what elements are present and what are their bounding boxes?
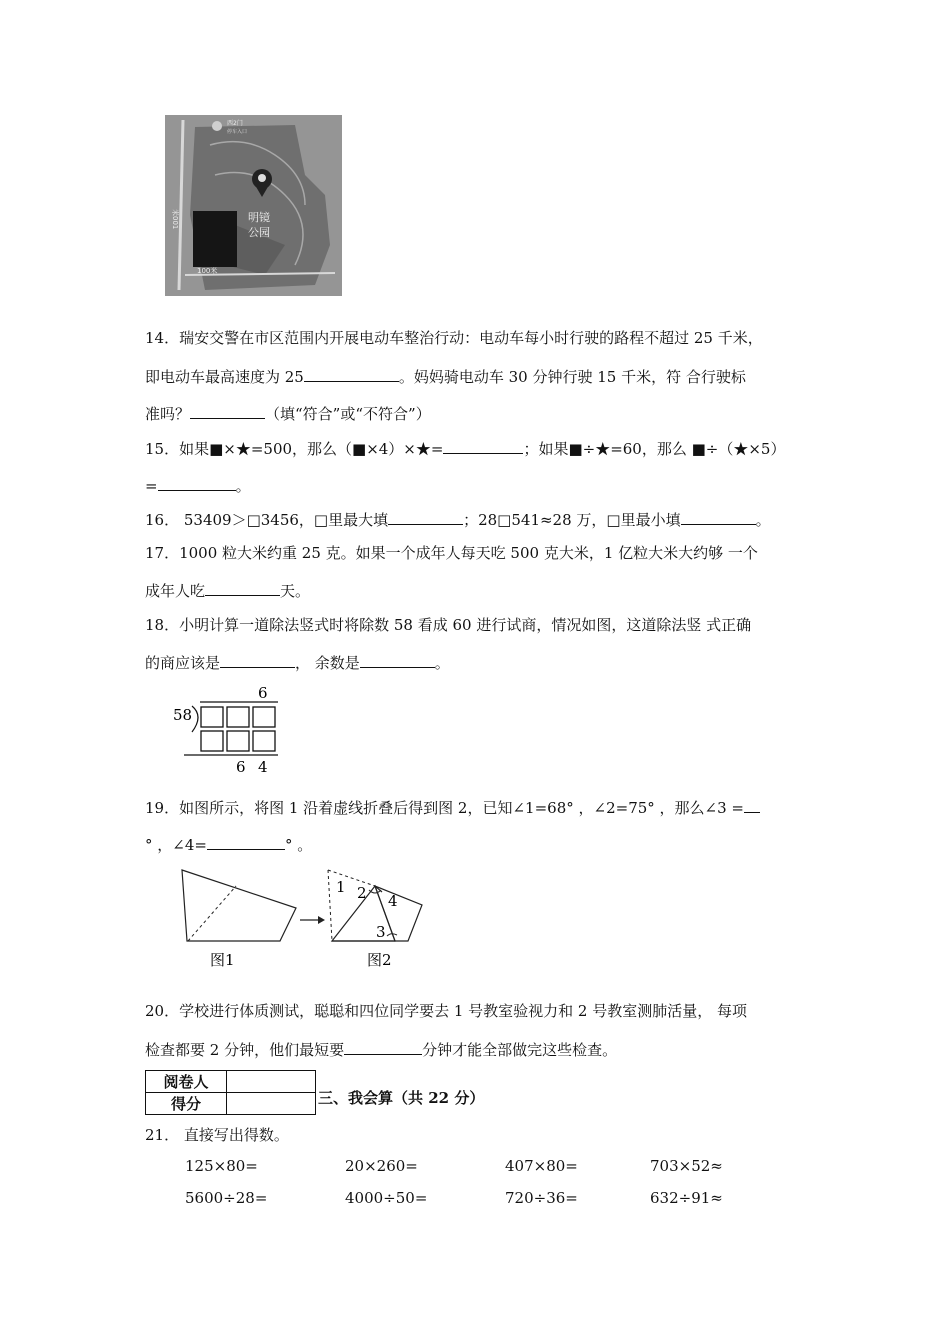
calc-item: 4000÷50=	[345, 1189, 428, 1207]
q17-blank[interactable]	[205, 580, 280, 596]
map-side-scale-label: 米001	[171, 209, 179, 230]
map-gate-sub-label: 停车入口	[227, 129, 248, 135]
q15-line2	[145, 475, 251, 496]
figure1-quadrilateral	[182, 870, 296, 941]
q16-line	[145, 509, 771, 530]
division-divisor: 58	[173, 706, 193, 724]
division-quotient: 6	[258, 684, 268, 702]
q14-answer-blank[interactable]	[190, 403, 265, 419]
digit-box	[253, 731, 275, 751]
reviewer-label: 阅卷人	[146, 1071, 227, 1093]
q19-text-c: ° 。	[284, 836, 313, 854]
long-division-figure	[170, 684, 290, 776]
q18-text-b: ， 余数是	[295, 654, 360, 672]
q18-line2	[145, 652, 450, 673]
angle-2-label: 2	[357, 884, 367, 902]
q19-line1	[145, 797, 760, 818]
folding-figure	[170, 862, 450, 972]
q16-text-a: 16． 53409＞□3456，□里最大填	[145, 511, 389, 529]
q21-title: 21． 直接写出得数。	[145, 1126, 289, 1144]
map-park-label: 明镜	[248, 211, 270, 224]
q17-line1: 17．1000 粒大米约重 25 克。如果一个成年人每天吃 500 克大米，1 亿粒大米大约够 一个	[145, 544, 758, 562]
q19-angle4-blank[interactable]	[207, 834, 285, 850]
calc-item: 5600÷28=	[185, 1189, 268, 1207]
black-square	[193, 211, 237, 267]
reviewer-field[interactable]	[227, 1071, 316, 1093]
q17-text-b: 天。	[280, 582, 311, 600]
q15-text-b: ；如果■÷★=60，那么 ■÷（★×5）	[523, 440, 786, 458]
q16-text-c: 。	[755, 511, 771, 529]
angle-1-label: 1	[336, 878, 346, 896]
figure1-fold-line	[188, 886, 236, 941]
calc-item: 20×260=	[345, 1157, 418, 1175]
figure2-label: 图2	[367, 951, 392, 969]
q14-text-d: （填“符合”或“不符合”）	[265, 405, 431, 423]
section-3-title: 三、我会算（共 22 分）	[318, 1089, 485, 1107]
q20-line1: 20．学校进行体质测试，聪聪和四位同学要去 1 号教室验视力和 2 号教室测肺活量， 每项	[145, 1002, 748, 1020]
q18-text-a: 的商应该是	[145, 654, 221, 672]
q18-remainder-blank[interactable]	[360, 652, 435, 668]
q20-text-b: 分钟才能全部做完这些检查。	[422, 1041, 618, 1059]
q20-blank[interactable]	[344, 1039, 422, 1055]
q17-text-a: 成年人吃	[145, 582, 206, 600]
q15-text-a: 15．如果■×★=500，那么（■×4）×★=	[145, 440, 444, 458]
q20-text-a: 检查都要 2 分钟，他们最短要	[145, 1041, 345, 1059]
q16-blank-2[interactable]	[681, 509, 756, 525]
q19-line2	[145, 834, 312, 855]
park-map-image	[165, 115, 342, 296]
q20-line2	[145, 1039, 617, 1060]
calc-item: 632÷91≈	[650, 1189, 723, 1207]
map-park-label-2: 公园	[248, 226, 270, 239]
digit-box	[201, 731, 223, 751]
q15-blank-2[interactable]	[158, 475, 236, 491]
q18-line1: 18．小明计算一道除法竖式时将除数 58 看成 60 进行试商，情况如图，这道除法竖 式正确	[145, 616, 752, 634]
q18-quotient-blank[interactable]	[220, 652, 295, 668]
calc-item: 125×80=	[185, 1157, 258, 1175]
q16-blank-1[interactable]	[388, 509, 463, 525]
q16-text-b: ；28□541≈28 万，□里最小填	[463, 511, 681, 529]
digit-box	[227, 707, 249, 727]
angle-4-label: 4	[388, 892, 398, 910]
calc-item: 720÷36=	[505, 1189, 578, 1207]
q15-line1	[145, 438, 785, 459]
angle-3-label: 3	[376, 923, 386, 941]
q14-text-a: 即电动车最高速度为 25	[145, 368, 304, 386]
q19-text-b: ° ，∠4=	[145, 836, 207, 854]
score-label: 得分	[146, 1093, 227, 1115]
score-field[interactable]	[227, 1093, 316, 1115]
figure1-label: 图1	[210, 951, 235, 969]
q14-line1: 14．瑞安交警在市区范围内开展电动车整治行动：电动车每小时行驶的路程不超过 25 千米，	[145, 329, 763, 347]
q14-text-b: 。妈妈骑电动车 30 分钟行驶 15 千米，符 合行驶标	[398, 368, 746, 386]
q18-text-c: 。	[434, 654, 450, 672]
score-table	[145, 1070, 316, 1115]
calc-item: 407×80=	[505, 1157, 578, 1175]
digit-box	[201, 707, 223, 727]
q15-text-c: =	[145, 477, 158, 495]
q14-unit-blank[interactable]	[304, 366, 399, 382]
q14-text-c: 准吗？	[145, 405, 191, 423]
q19-angle3-blank[interactable]	[744, 797, 760, 813]
q19-text-a: 19．如图所示，将图 1 沿着虚线折叠后得到图 2，已知∠1=68° ，∠2=75° ，那么∠3 =	[145, 799, 744, 817]
division-remainder-digit-2: 4	[258, 758, 268, 776]
digit-box	[227, 731, 249, 751]
q17-line2	[145, 580, 310, 601]
calc-item: 703×52≈	[650, 1157, 723, 1175]
map-gate-label: 西2门	[227, 120, 243, 127]
division-remainder-digit-1: 6	[236, 758, 246, 776]
digit-box	[253, 707, 275, 727]
q14-line2	[145, 366, 746, 387]
q15-text-d: 。	[235, 477, 251, 495]
map-bottom-scale-label: 100米	[197, 267, 218, 275]
q14-line3	[145, 403, 431, 424]
q15-blank-1[interactable]	[443, 438, 523, 454]
